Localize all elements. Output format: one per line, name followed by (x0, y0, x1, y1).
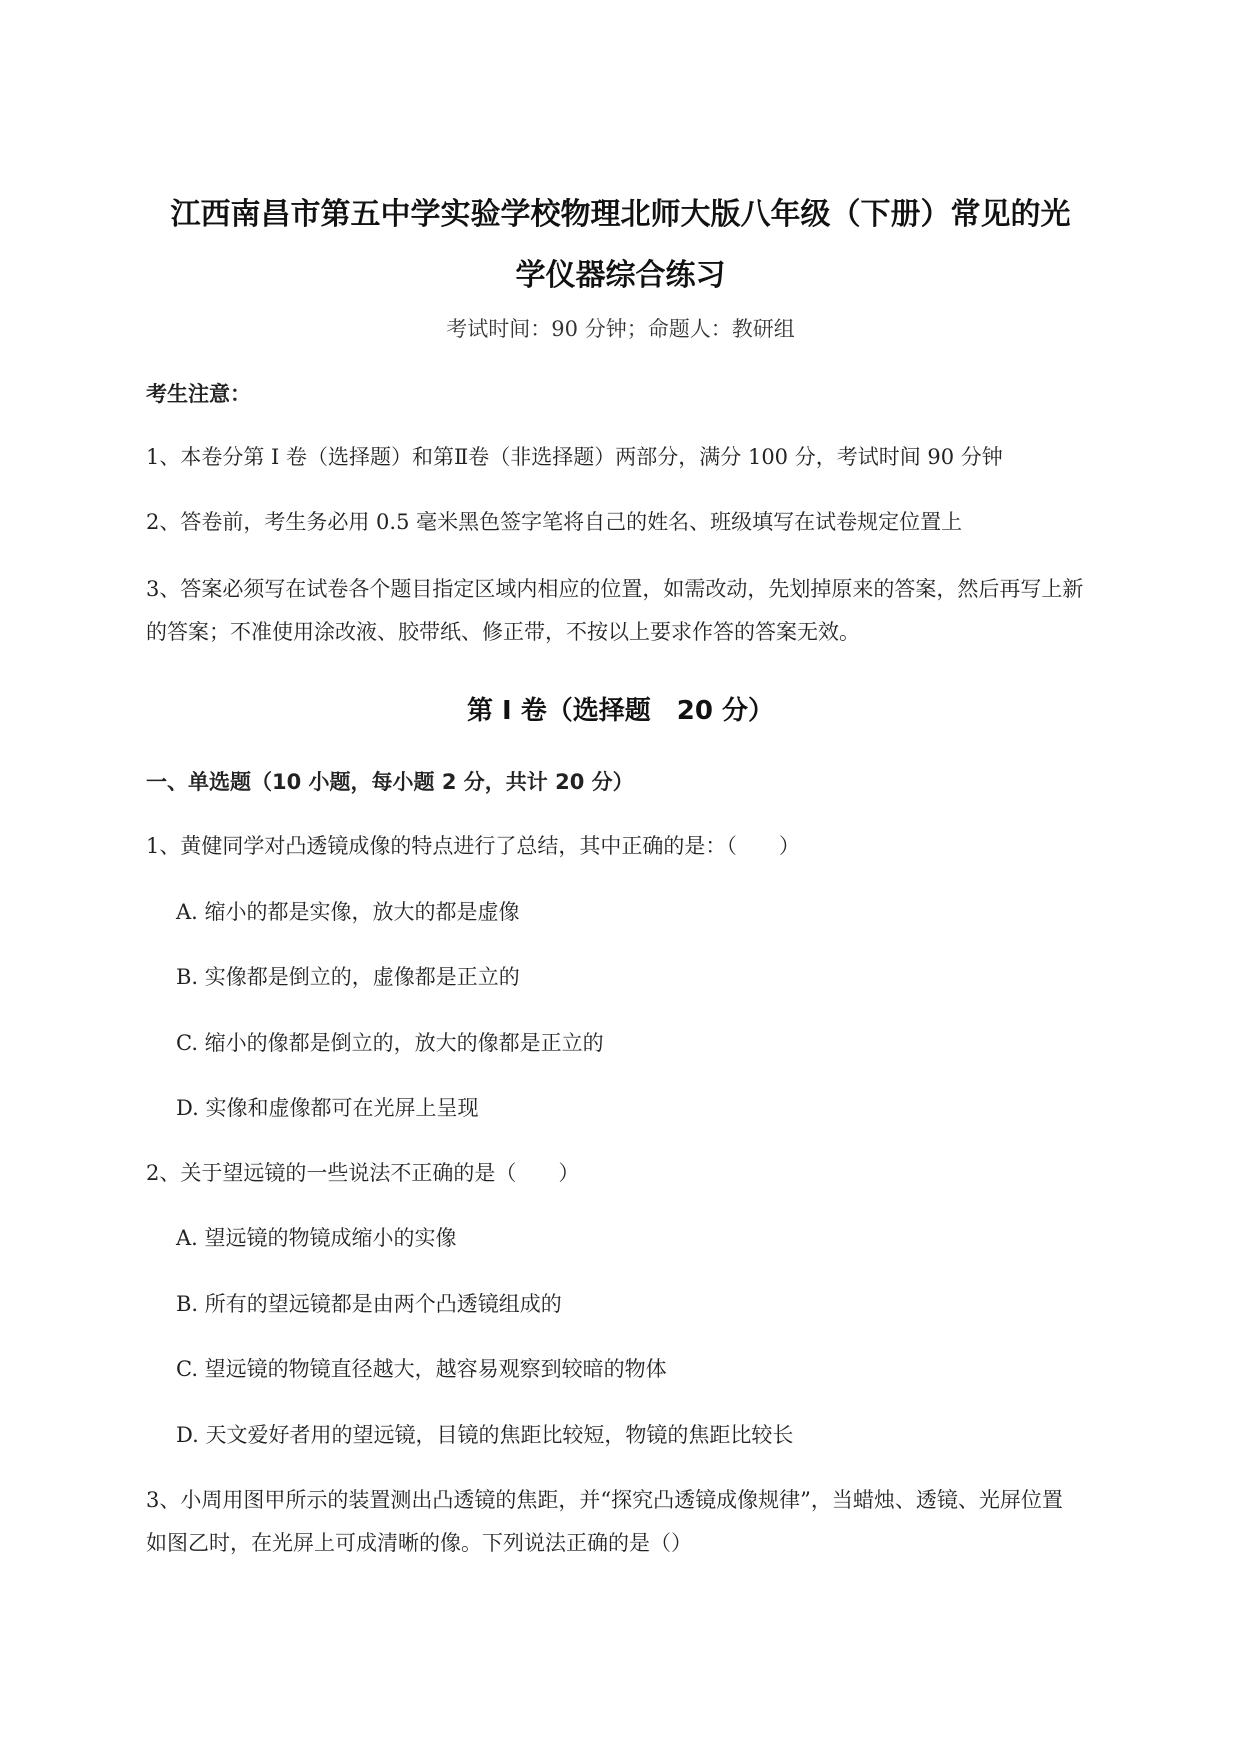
question-option: D. 实像和虚像都可在光屏上呈现 (176, 1096, 479, 1120)
exam-title-line2: 学仪器综合练习 (515, 258, 726, 293)
question-stem: 如图乙时，在光屏上可成清晰的像。下列说法正确的是（） (146, 1531, 692, 1555)
notice-item: 1、本卷分第 I 卷（选择题）和第Ⅱ卷（非选择题）两部分，满分 100 分，考试时间 90 分钟 (146, 445, 1003, 469)
notice-item: 3、答案必须写在试卷各个题目指定区域内相应的位置，如需改动，先划掉原来的答案，然后再写上新 (146, 577, 1084, 601)
notice-item: 2、答卷前，考生务必用 0.5 毫米黑色签字笔将自己的姓名、班级填写在试卷规定位置上 (146, 510, 963, 534)
question-stem: 3、小周用图甲所示的装置测出凸透镜的焦距，并“探究凸透镜成像规律”，当蜡烛、透镜、光屏位置 (146, 1488, 1063, 1512)
question-stem: 1、黄健同学对凸透镜成像的特点进行了总结，其中正确的是：（ ） (146, 834, 800, 858)
section-title: 第 I 卷（选择题 20 分） (466, 696, 774, 726)
question-option: C. 望远镜的物镜直径越大，越容易观察到较暗的物体 (176, 1357, 667, 1381)
part-heading: 一、单选题（10 小题，每小题 2 分，共计 20 分） (146, 770, 634, 794)
question-stem: 2、关于望远镜的一些说法不正确的是（ ） (146, 1161, 580, 1185)
question-option: D. 天文爱好者用的望远镜，目镜的焦距比较短，物镜的焦距比较长 (176, 1423, 794, 1447)
exam-subtitle: 考试时间：90 分钟；命题人：教研组 (446, 317, 795, 341)
question-option: C. 缩小的像都是倒立的，放大的像都是正立的 (176, 1031, 604, 1055)
notice-item: 的答案；不准使用涂改液、胶带纸、修正带，不按以上要求作答的答案无效。 (146, 620, 860, 644)
notice-heading: 考生注意： (146, 382, 251, 406)
exam-title-line1: 江西南昌市第五中学实验学校物理北师大版八年级（下册）常见的光 (170, 197, 1071, 232)
question-option: A. 缩小的都是实像，放大的都是虚像 (176, 900, 520, 924)
question-option: A. 望远镜的物镜成缩小的实像 (176, 1226, 457, 1250)
question-option: B. 实像都是倒立的，虚像都是正立的 (176, 965, 520, 989)
question-option: B. 所有的望远镜都是由两个凸透镜组成的 (176, 1292, 562, 1316)
